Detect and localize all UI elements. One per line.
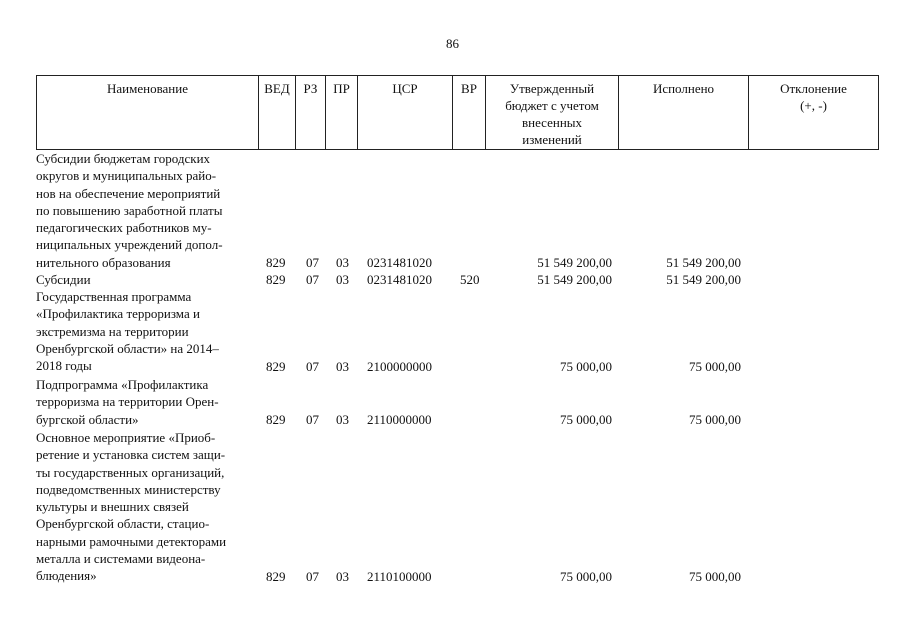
row-ved: 829 [266, 412, 286, 427]
row-done: 51 549 200,00 [666, 255, 741, 270]
row-rz: 07 [306, 359, 319, 374]
row-ved: 829 [266, 272, 286, 287]
row-budget: 75 000,00 [560, 412, 612, 427]
row-ved: 829 [266, 569, 286, 584]
header-deviation: Отклонение (+, -) [780, 81, 847, 113]
row-ved: 829 [266, 255, 286, 270]
row-csr: 2110000000 [367, 412, 432, 427]
row-budget: 75 000,00 [560, 359, 612, 374]
row-rz: 07 [306, 569, 319, 584]
row-rz: 07 [306, 255, 319, 270]
header-done: Исполнено [619, 76, 749, 149]
row-done: 75 000,00 [689, 569, 741, 584]
header-pr: ПР [326, 76, 358, 149]
row-budget: 75 000,00 [560, 569, 612, 584]
header-csr: ЦСР [358, 76, 453, 149]
row-ved: 829 [266, 359, 286, 374]
row-budget: 51 549 200,00 [537, 272, 612, 287]
row-done: 51 549 200,00 [666, 272, 741, 287]
row-name: Основное мероприятие «Приоб- ретение и установка систем защи- ты государственных организаций, подведомственных министерству культуры и внешних связей Оренбургской области, стацио- нарными рамочными детекторами металла и системами видеона- блюдения» [36, 430, 227, 584]
row-pr: 03 [336, 255, 349, 270]
row-pr: 03 [336, 359, 349, 374]
header-rz: РЗ [296, 76, 326, 149]
page-number: 86 [446, 36, 459, 51]
row-name: Государственная программа «Профилактика терроризма и экстремизма на территории Оренбургской области» на 2014– 2018 годы [36, 289, 219, 374]
row-csr: 0231481020 [367, 272, 432, 287]
row-csr: 0231481020 [367, 255, 432, 270]
row-name: Субсидии [36, 272, 91, 287]
row-vr: 520 [460, 272, 480, 287]
row-done: 75 000,00 [689, 412, 741, 427]
row-pr: 03 [336, 272, 349, 287]
header-ved: ВЕД [259, 76, 296, 149]
row-budget: 51 549 200,00 [537, 255, 612, 270]
header-name: Наименование [37, 76, 259, 149]
row-csr: 2110100000 [367, 569, 432, 584]
row-csr: 2100000000 [367, 359, 432, 374]
row-rz: 07 [306, 272, 319, 287]
row-name: Субсидии бюджетам городских округов и муниципальных райо- нов на обеспечение мероприятий по повышению заработной платы педагогических работников му- ниципальных учреждений допол- нительного образования [36, 151, 223, 270]
row-rz: 07 [306, 412, 319, 427]
row-pr: 03 [336, 412, 349, 427]
header-budget: Утвержденный бюджет с учетом внесенных изменений [486, 76, 619, 149]
row-done: 75 000,00 [689, 359, 741, 374]
header-vr: ВР [453, 76, 486, 149]
row-name: Подпрограмма «Профилактика терроризма на территории Орен- бургской области» [36, 377, 219, 427]
table-header [36, 75, 879, 150]
row-pr: 03 [336, 569, 349, 584]
